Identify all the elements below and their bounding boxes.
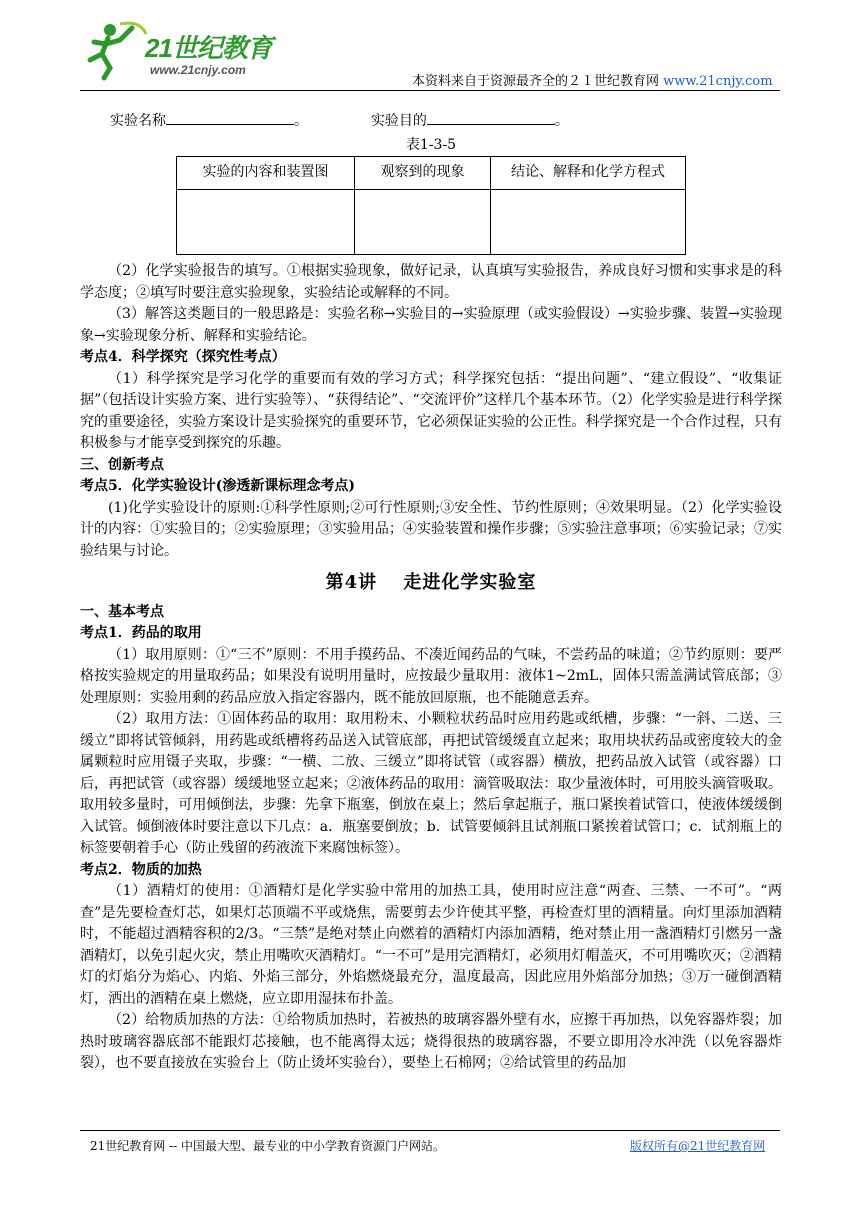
header-rule [80,90,780,91]
header-source-link[interactable]: www.21cnjy.com [663,74,773,89]
table-caption: 表1-3-5 [405,136,457,153]
paragraph: （2）取用方法：①固体药品的取用：取用粉末、小颗粒状药品时应用药匙或纸槽，步骤：“一斜、二送、三缓立”即将试管倾斜，用药匙或纸槽将药品送入试管底部，再把试管缓缓直立起来；取用块状药品或密度较大的金属颗粒时应用镊子夹取，步骤：“一横、二放、三缓立”即将试管（或容器）横放，把药品放入试管（或容器）口后，再把试管（或容器）缓缓地竖立起来；②液体药品的取用：滴管吸取法：取少量液体时，可用胶头滴管吸取。取用较多量时，可用倾倒法，步骤：先拿下瓶塞，倒放在桌上；然后拿起瓶子，瓶口紧挨着试管口，使液体缓缓倒入试管。倾倒液体时要注意以下几点：a．瓶塞要倒放；b．试管要倾斜且试剂瓶口紧挨着试管口；c．试剂瓶上的标签要朝着手心（防止残留的药液流下来腐蚀标签）。 [80,711,782,856]
experiment-purpose-label: 实验目的 [370,113,427,129]
experiment-name-blank[interactable] [166,110,294,125]
paragraph: (1)化学实验设计的原则:①科学性原则;②可行性原则;③安全性、节约性原则；④效果明显。（2）化学实验设计的内容：①实验目的；②实验原理；③实验用品；④实验装置和操作步骤；⑤实验注意事项；⑥实验记录；⑦实验结果与讨论。 [80,499,782,559]
header-source [412,70,773,89]
section-heading: 三、创新考点 [80,456,164,473]
experiment-report-table [176,156,686,255]
section-heading: 一、基本考点 [80,603,164,620]
header-source-text: 本资料来自于资源最齐全的２１世纪教育网 [412,74,660,89]
section-heading: 考点5．化学实验设计(渗透新课标理念考点) [80,478,355,494]
table-header-cell: 观察到的现象 [355,157,491,190]
logo-url: www.21cnjy.com [150,63,246,77]
running-figure-icon [80,20,150,82]
paragraph: （1）取用原则：①“三不”原则：不用手摸药品、不凑近闻药品的气味，不尝药品的味道；②节约原则：要严格按实验规定的用量取药品；如果没有说明用量时，应按最少量取用：液体1~2mL，固体只需盖满试管底部；③处理原则：实验用剩的药品应放入指定容器内，既不能放回原瓶，也不能随意丢弃。 [80,646,782,706]
table-cell [491,190,686,255]
table-cell [355,190,491,255]
site-logo[interactable] [80,20,290,82]
paragraph: （2）给物质加热的方法：①给物质加热时，若被热的玻璃容器外壁有水，应擦干再加热，以免容器炸裂；加热时玻璃容器底部不能跟灯芯接触，也不能离得太远；烧得很热的玻璃容器，不要立即用冷水冲洗（以免容器炸裂），也不要直接放在实验台上（防止烫坏实验台），要垫上石棉网；②给试管里的药品加 [80,1012,782,1071]
footer-rule [80,1130,780,1131]
table-row [177,190,686,255]
punct: 。 [554,113,569,129]
table-header-row [177,157,686,190]
section-heading: 考点4．科学探究（探究性考点） [80,349,286,365]
punct: 。 [294,113,308,129]
table-header-cell: 结论、解释和化学方程式 [491,157,686,190]
table-header-cell: 实验的内容和装置图 [177,157,355,190]
page-header [0,0,860,90]
paragraph: （1）酒精灯的使用：①酒精灯是化学实验中常用的加热工具，使用时应注意“两查、三禁、一不可”。“两查”是先要检查灯芯，如果灯芯顶端不平或烧焦，需要剪去少许使其平整，再检查灯里的酒精量。向灯里添加酒精时，不能超过酒精容积的2/3。“三禁”是绝对禁止向燃着的酒精灯内添加酒精，绝对禁止用一盏酒精灯引燃另一盏酒精灯，以免引起火灾，禁止用嘴吹灭酒精灯。“一不可”是用完酒精灯，必须用灯帽盖灭，不可用嘴吹灭；②酒精灯的灯焰分为焰心、内焰、外焰三部分，外焰燃烧最充分，温度最高，因此应用外焰部分加热；③万一碰倒酒精灯，洒出的酒精在桌上燃烧，应立即用湿抹布扑盖。 [80,883,782,1007]
experiment-name-label: 实验名称 [110,113,166,129]
section-heading: 考点1．药品的取用 [80,625,202,641]
experiment-purpose-blank[interactable] [427,110,555,125]
document-body [80,100,782,1075]
footer-copyright-link[interactable]: 版权所有@21世纪教育网 [630,1139,766,1153]
paragraph: （3）解答这类题目的一般思路是：实验名称→实验目的→实验原理（或实验假设）→实验步骤、装置→实验现象→实验现象分析、解释和实验结论。 [80,306,782,344]
footer-text: 21世纪教育网 -- 中国最大型、最专业的中小学教育资源门户网站。 [90,1139,446,1153]
experiment-line [80,110,782,133]
paragraph: （1）科学探究是学习化学的重要而有效的学习方式；科学探究包括：“提出问题”、“建立假设”、“收集证据”（包括设计实验方案、进行实验等）、“获得结论”、“交流评价”这样几个基本环节。（2）化学实验是进行科学探究的重要途径，实验方案设计是实验探究的重要环节，它必须保证实验的公正性。科学探究是一个合作过程，只有积极参与才能享受到探究的乐趣。 [80,370,782,451]
table-cell [177,190,355,255]
section-heading: 考点2．物质的加热 [80,861,202,878]
lecture-title: 第4讲 走进化学实验室 [325,572,537,593]
logo-text: 21世纪教育 [145,33,272,63]
paragraph: （2）化学实验报告的填写。①根据实验现象，做好记录，认真填写实验报告，养成良好习惯和实事求是的科学态度；②填写时要注意实验现象，实验结论或解释的不同。 [80,263,782,301]
